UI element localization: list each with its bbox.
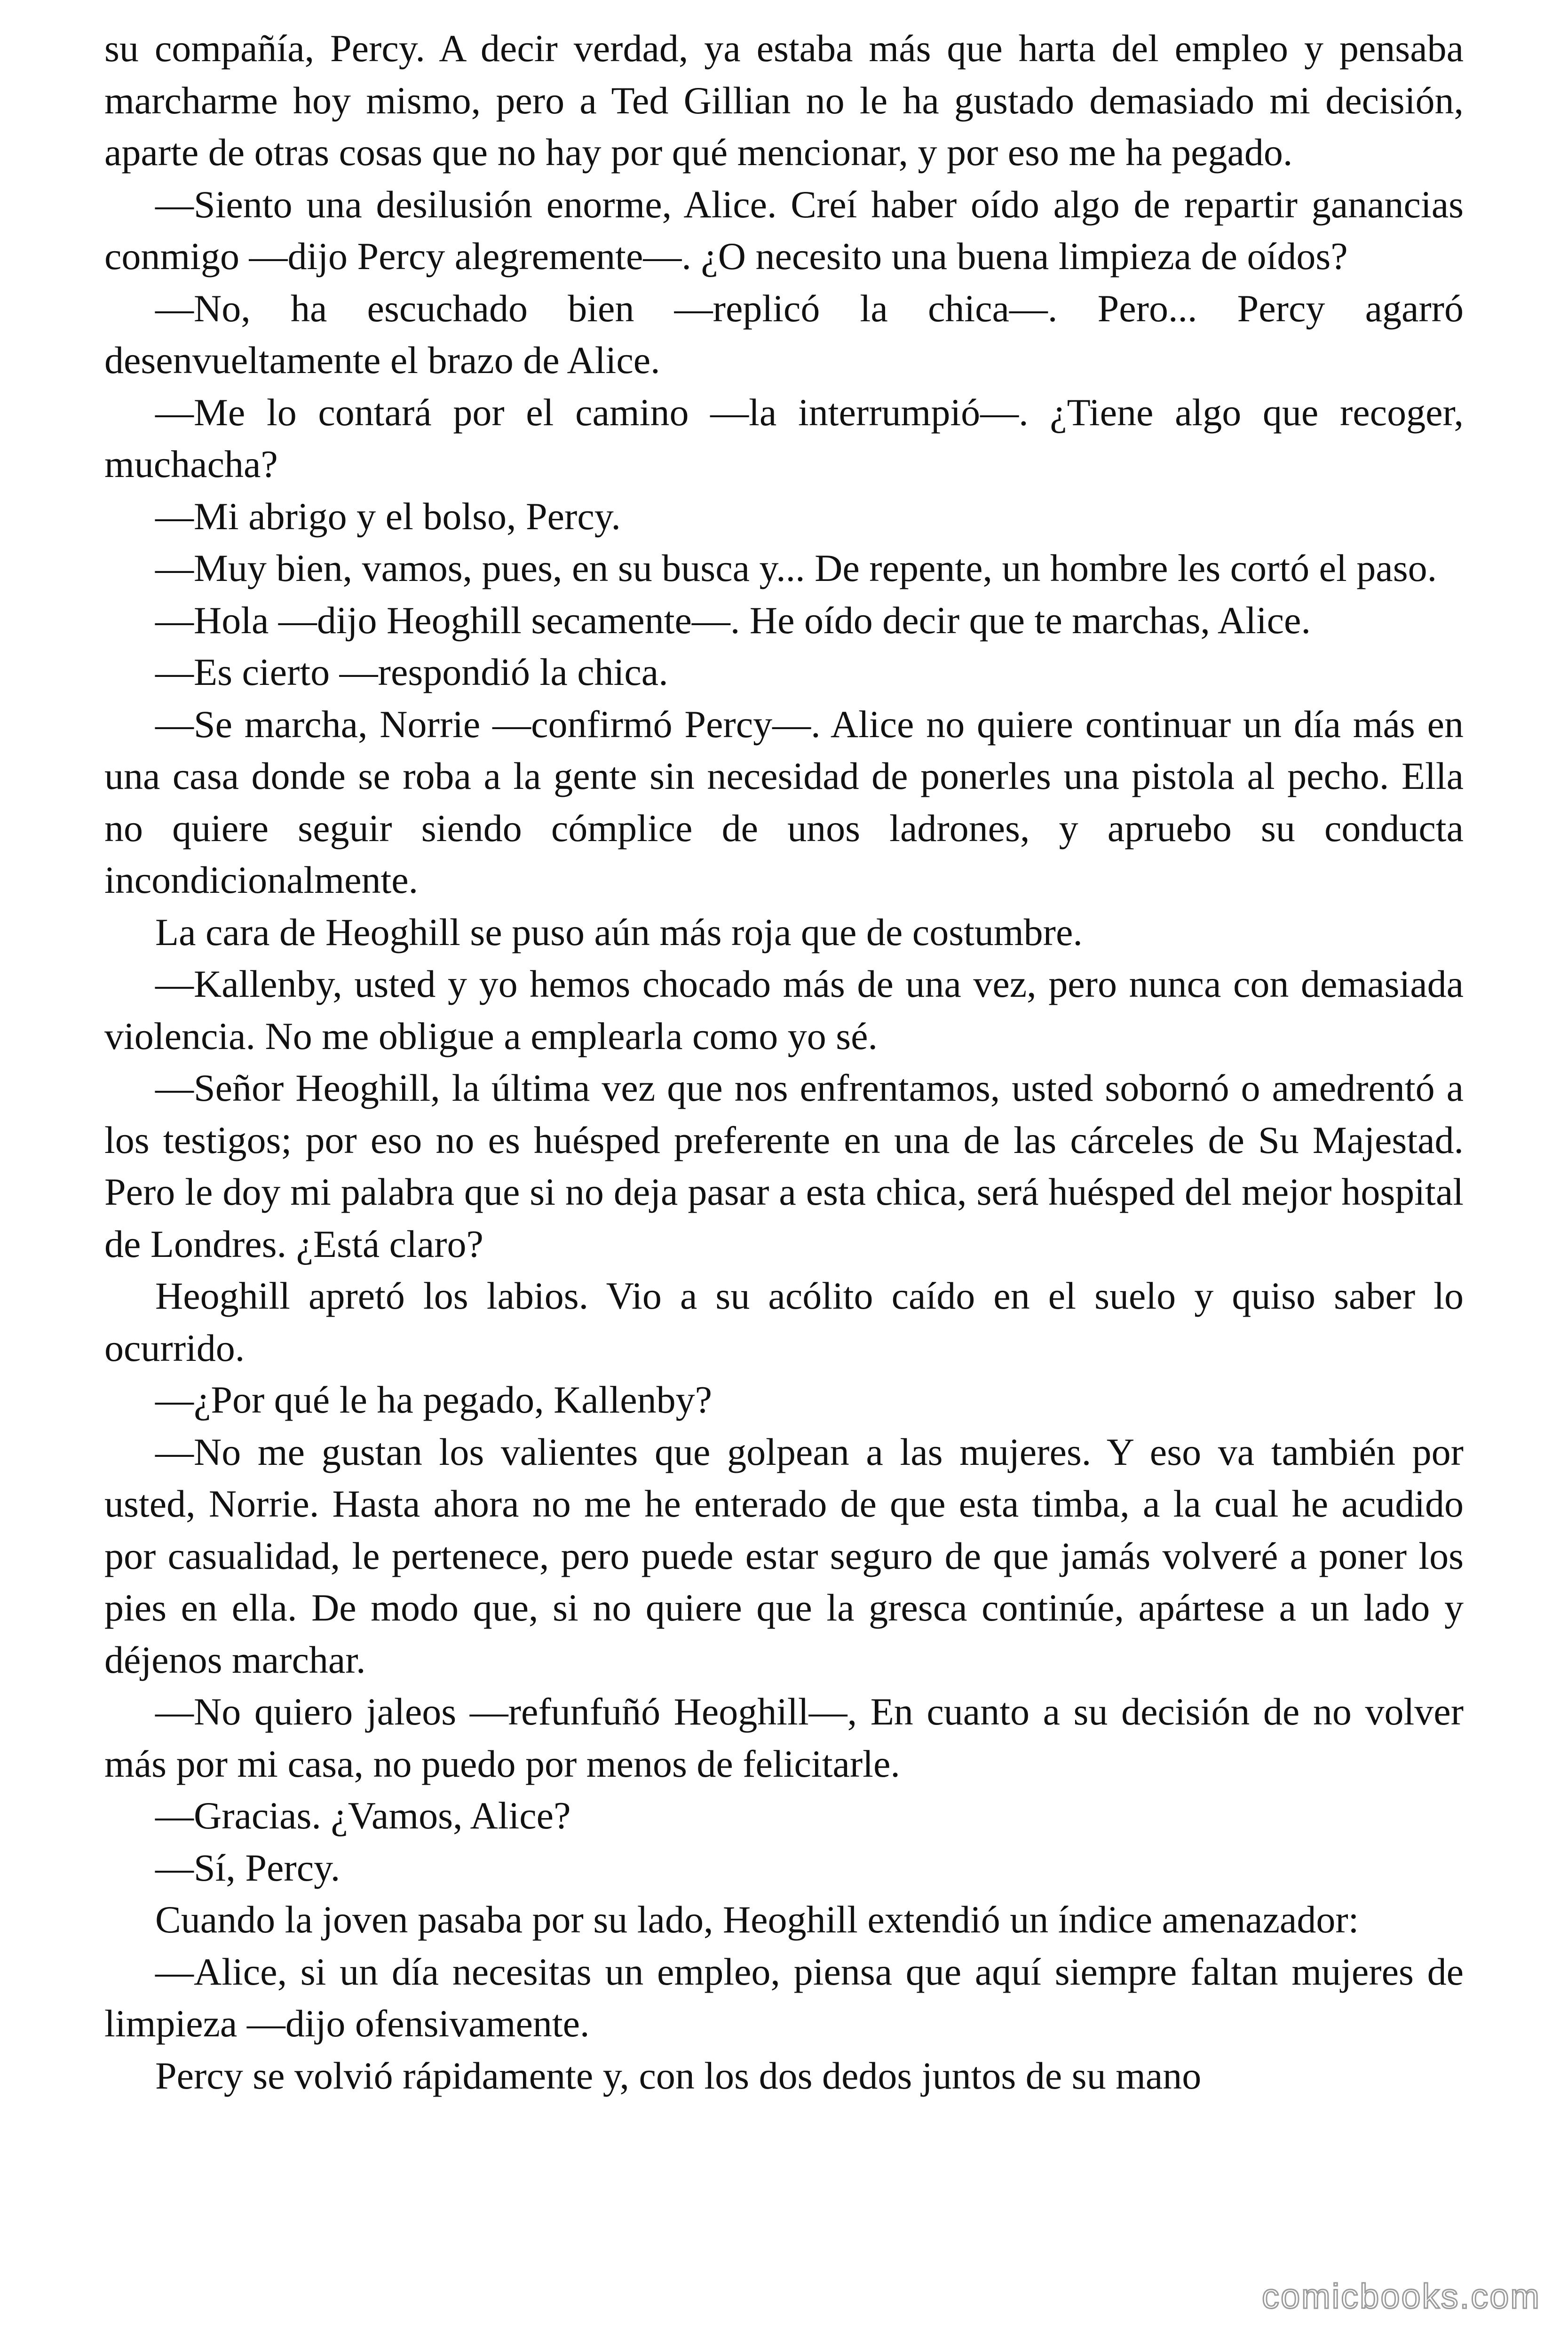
paragraph: —Señor Heoghill, la última vez que nos enfrentamos, usted sobornó o amedrentó a los testigos; por eso no es huésped preferente en una de las cárceles de Su Majestad. Pero le doy mi palabra que si no deja pasar a esta chica, será huésped del mejor hospital de Londres. ¿Está claro?: [104, 1066, 1464, 1265]
paragraph: —Siento una desilusión enorme, Alice. Creí haber oído algo de repartir ganancias conmigo —dijo Percy alegremente—. ¿O necesito una buena limpieza de oídos?: [104, 183, 1464, 278]
paragraph: —Sí, Percy.: [155, 1846, 341, 1889]
paragraph: —¿Por qué le ha pegado, Kallenby?: [155, 1378, 713, 1421]
paragraph: Cuando la joven pasaba por su lado, Heoghill extendió un índice amenazador:: [155, 1898, 1359, 1941]
paragraph: —Kallenby, usted y yo hemos chocado más de una vez, pero nunca con demasiada violencia. No me obligue a emplearla como yo sé.: [104, 962, 1464, 1057]
paragraph: —Hola —dijo Heoghill secamente—. He oído decir que te marchas, Alice.: [155, 598, 1311, 642]
paragraph: —Es cierto —respondió la chica.: [155, 651, 668, 693]
page-text: [104, 23, 1464, 2102]
paragraph: —Muy bien, vamos, pues, en su busca y... De repente, un hombre les cortó el paso.: [155, 547, 1437, 589]
paragraph: —No me gustan los valientes que golpean a las mujeres. Y eso va también por usted, Norrie. Hasta ahora no me he enterado de que esta timba, a la cual he acudido por casualidad, le pertenece, pero puede estar seguro de que jamás volveré a poner los pies en ella. De modo que, si no quiere que la gresca continúe, apártese a un lado y déjenos marchar.: [104, 1430, 1464, 1681]
paragraph: Heoghill apretó los labios. Vio a su acólito caído en el suelo y quiso saber lo ocurrido.: [104, 1274, 1464, 1369]
paragraph: —No quiero jaleos —refunfuñó Heoghill—, En cuanto a su decisión de no volver más por mi casa, no puedo por menos de felicitarle.: [104, 1690, 1464, 1785]
paragraph: —Me lo contará por el camino —la interrumpió—. ¿Tiene algo que recoger, muchacha?: [104, 390, 1464, 485]
paragraph: —Gracias. ¿Vamos, Alice?: [155, 1794, 571, 1837]
paragraph: —Mi abrigo y el bolso, Percy.: [155, 494, 621, 538]
paragraph: su compañía, Percy. A decir verdad, ya estaba más que harta del empleo y pensaba marcharme hoy mismo, pero a Ted Gillian no le ha gustado demasiado mi decisión, aparte de otras cosas que no hay por qué mencionar, y por eso me ha pegado.: [104, 27, 1464, 174]
paragraph: —No, ha escuchado bien —replicó la chica—. Pero... Percy agarró desenvueltamente el brazo de Alice.: [104, 286, 1464, 381]
paragraph: Percy se volvió rápidamente y, con los dos dedos juntos de su mano: [155, 2054, 1202, 2097]
paragraph: La cara de Heoghill se puso aún más roja que de costumbre.: [155, 910, 1083, 954]
watermark: comicbooks.com: [1261, 2277, 1541, 2316]
paragraph: —Se marcha, Norrie —confirmó Percy—. Alice no quiere continuar un día más en una casa donde se roba a la gente sin necesidad de ponerles una pistola al pecho. Ella no quiere seguir siendo cómplice de unos ladrones, y apruebo su conducta incondicionalmente.: [104, 702, 1464, 901]
paragraph: —Alice, si un día necesitas un empleo, piensa que aquí siempre faltan mujeres de limpieza —dijo ofensivamente.: [104, 1950, 1464, 2045]
